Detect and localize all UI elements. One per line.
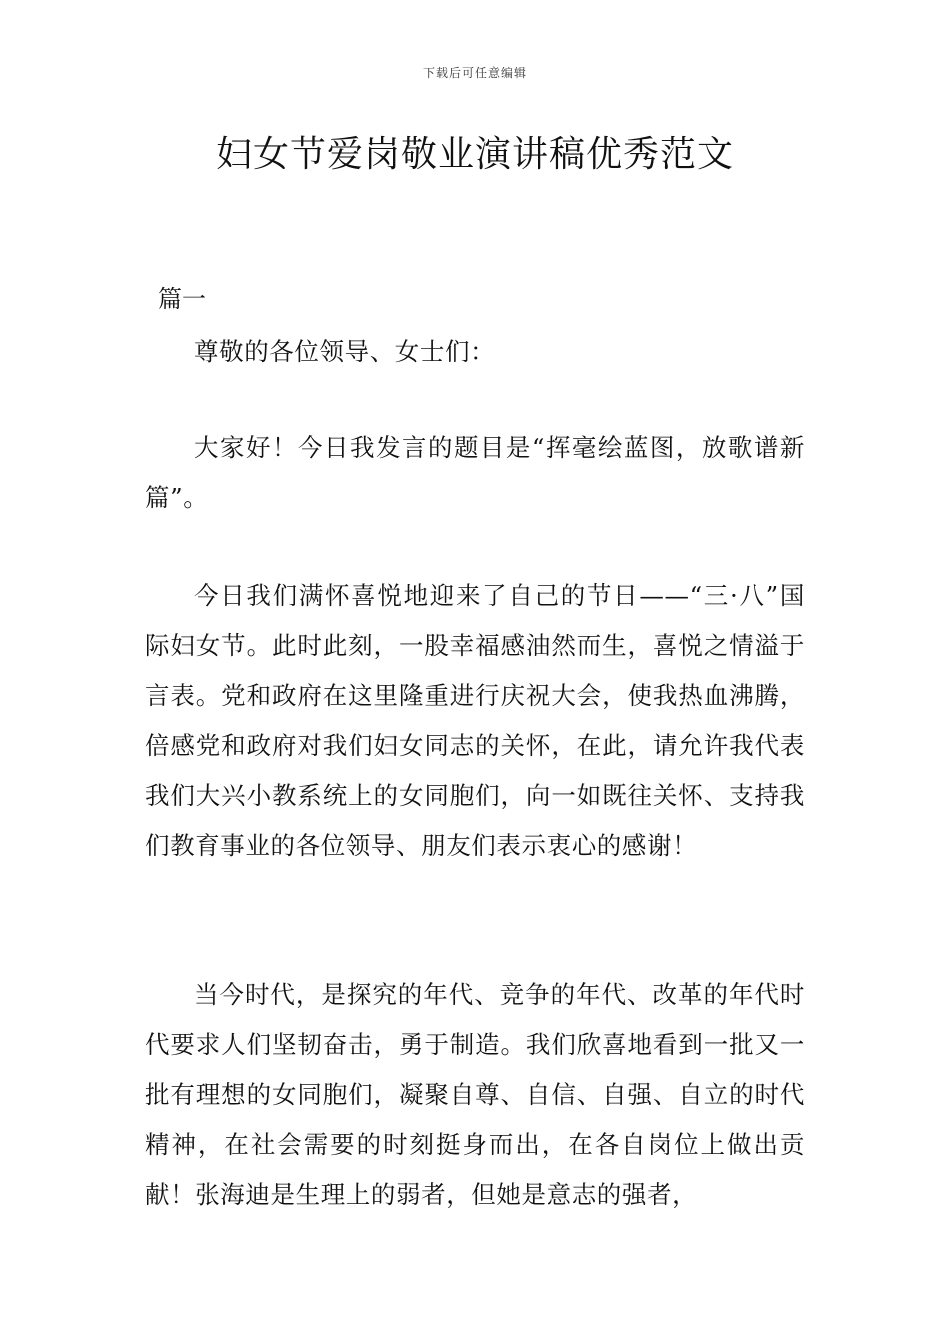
paragraph-holiday: 今日我们满怀喜悦地迎来了自己的节日——“三·八”国际妇女节。此时此刻，一股幸福感油然而生，喜悦之情溢于言表。党和政府在这里隆重进行庆祝大会，使我热血沸腾，倍感党和政府对我们妇女同志的关怀，在此，请允许我代表我们大兴小教系统上的女同胞们，向一如既往关怀、支持我们教育事业的各位领导、朋友们表示衷心的感谢！: [145, 581, 805, 860]
header-note: 下载后可任意编辑: [422, 66, 527, 80]
document-title: 妇女节爱岗敬业演讲稿优秀范文: [215, 134, 734, 175]
paragraph-greeting: 尊敬的各位领导、女士们：: [194, 337, 496, 366]
paragraph-intro: 大家好！今日我发言的题目是“挥毫绘蓝图，放歌谱新篇”。: [145, 433, 805, 512]
paragraph-era: 当今时代，是探究的年代、竞争的年代、改革的年代时代要求人们坚韧奋击，勇于制造。我们欣喜地看到一批又一批有理想的女同胞们，凝聚自尊、自信、自强、自立的时代精神，在社会需要的时刻挺身而出，在各自岗位上做出贡献！张海迪是生理上的弱者，但她是意志的强者，: [145, 980, 805, 1209]
section-label: 篇一: [158, 285, 206, 313]
